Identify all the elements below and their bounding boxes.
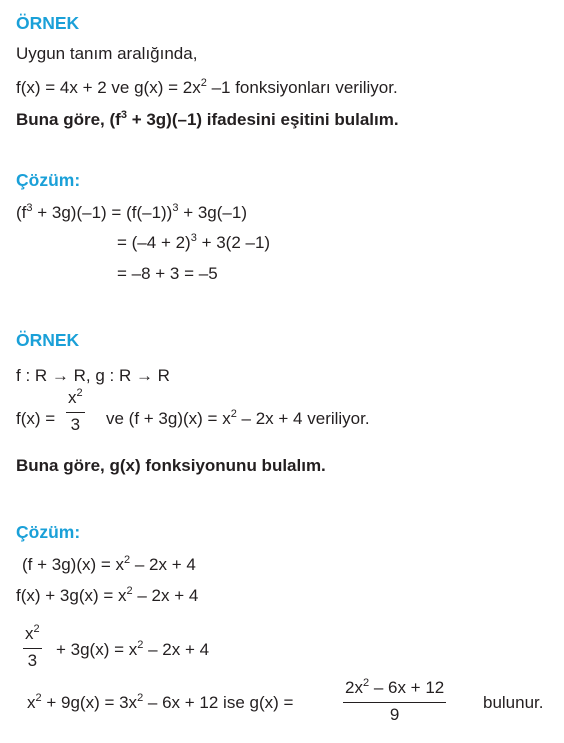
text-part: – 6x + 12 ise g(x) = [143, 693, 294, 712]
text-part: + 3g)(–1) = (f(–1)) [32, 203, 173, 222]
solution-2-heading: Çözüm: [16, 522, 81, 542]
fraction-g-result [343, 678, 446, 725]
text-part: – 2x + 4 [130, 555, 196, 574]
fraction-denominator: 9 [389, 705, 400, 724]
solution-1-step-3: = –8 + 3 = –5 [117, 264, 218, 283]
text-part: –1 fonksiyonları veriliyor. [206, 78, 398, 97]
fraction-numerator [23, 624, 42, 649]
exponent: 3 [190, 232, 197, 244]
exponent: 2 [124, 554, 131, 566]
exponent: 2 [33, 623, 40, 635]
solution-2-step-3 [56, 640, 209, 662]
exponent: 2 [137, 639, 144, 651]
example-2-f-lhs: f(x) = [16, 409, 56, 428]
text-part: Buna göre, (f [16, 110, 121, 129]
text-part: f(x) = 4x + 2 ve g(x) = 2x [16, 78, 201, 97]
solution-2-step-2 [16, 586, 198, 608]
text-part: – 6x + 12 [369, 678, 445, 697]
solution-2-step-1 [22, 555, 196, 577]
exponent: 2 [137, 692, 144, 704]
example-1-heading: ÖRNEK [16, 13, 80, 33]
text-part: + 3g)(–1) ifadesini eşitini bulalım. [126, 110, 399, 129]
fraction-numerator [343, 678, 446, 703]
text-part: x [27, 693, 36, 712]
example-2-heading: ÖRNEK [16, 330, 80, 350]
example-2-question: Buna göre, g(x) fonksiyonunu bulalım. [16, 456, 326, 475]
fraction-denominator: 3 [70, 415, 81, 434]
text-part: (f [16, 203, 27, 222]
solution-2-conclusion: bulunur. [483, 693, 544, 712]
exponent: 2 [76, 387, 83, 399]
exponent: 2 [362, 677, 370, 689]
fraction-x2-over-3 [23, 624, 42, 671]
text-part: f(x) + 3g(x) = x [16, 586, 127, 605]
text-part: – 2x + 4 [143, 640, 210, 659]
exponent: 2 [126, 585, 133, 597]
fraction-x2-over-3 [66, 388, 85, 435]
text-part: = (–4 + 2) [117, 233, 191, 252]
text-part: x [68, 388, 77, 407]
example-1-question [16, 110, 399, 132]
exponent: 2 [35, 692, 42, 704]
exponent: 3 [120, 109, 127, 121]
text-part: 2x [345, 678, 363, 697]
text-part: – 2x + 4 veriliyor. [236, 409, 370, 428]
text-part: + 9g(x) = 3x [41, 693, 138, 712]
solution-1-heading: Çözüm: [16, 170, 81, 190]
text-part: + 3g(x) = x [56, 640, 138, 659]
fraction-numerator [66, 388, 85, 413]
example-1-intro: Uygun tanım aralığında, [16, 44, 198, 63]
example-1-functions [16, 78, 398, 100]
solution-1-step-2 [117, 233, 270, 255]
fraction-denominator: 3 [27, 651, 38, 670]
solution-1-step-1 [16, 203, 247, 225]
text-part: (f + 3g)(x) = x [22, 555, 125, 574]
exponent: 2 [230, 408, 237, 420]
text-part: ve (f + 3g)(x) = x [106, 409, 231, 428]
exponent: 2 [200, 77, 207, 89]
text-part: + 3(2 –1) [196, 233, 271, 252]
text-part: x [25, 624, 34, 643]
exponent: 3 [172, 202, 179, 214]
text-part: – 2x + 4 [132, 586, 199, 605]
example-2-mapping: f : R → R, g : R → R [16, 366, 170, 385]
solution-2-step-4 [27, 693, 293, 715]
text-part: + 3g(–1) [178, 203, 247, 222]
exponent: 3 [26, 202, 33, 214]
example-2-given [106, 409, 370, 431]
